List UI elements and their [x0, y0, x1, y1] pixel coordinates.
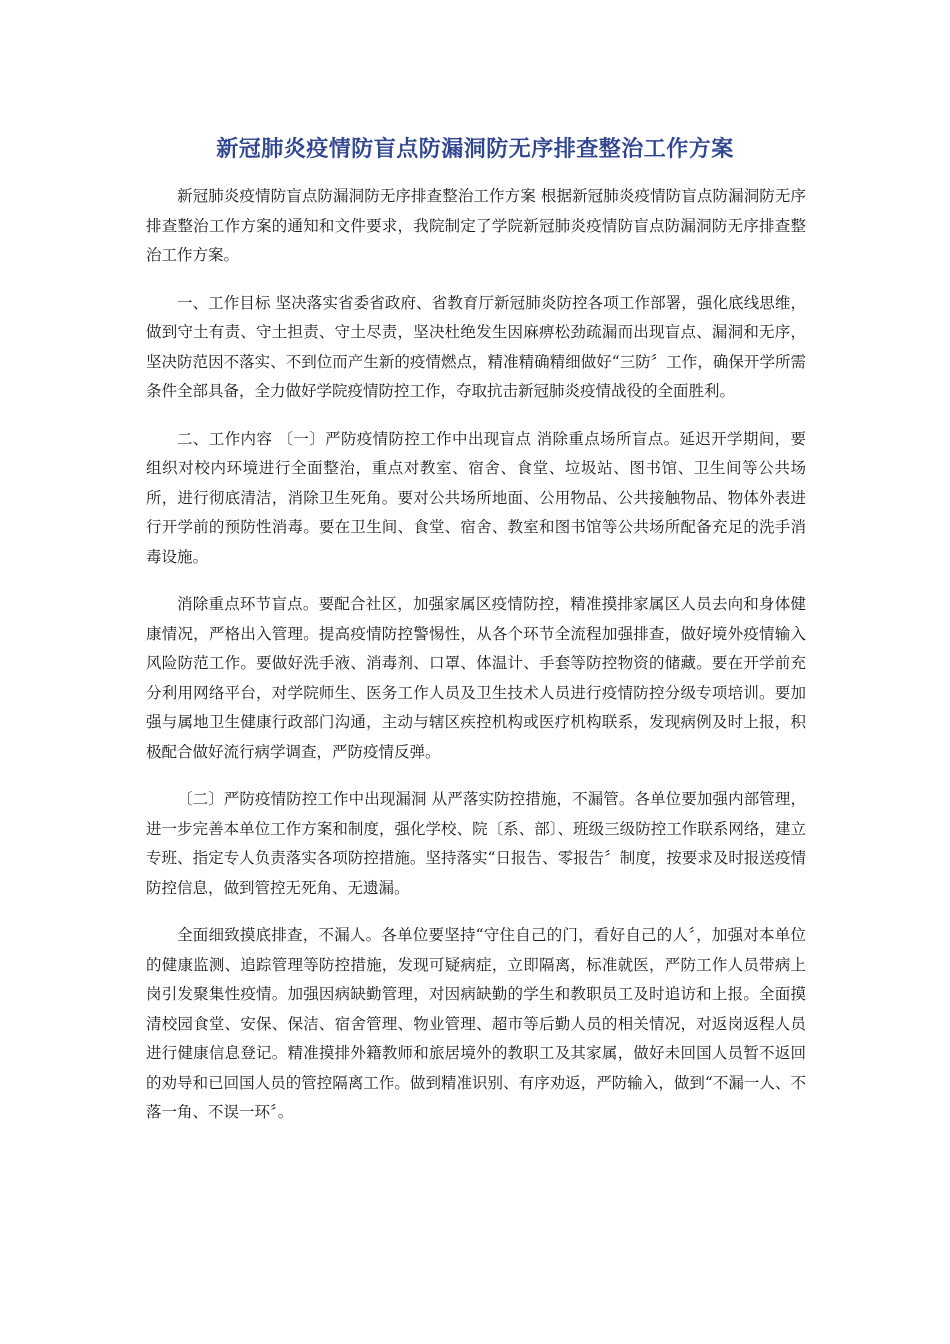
paragraph-work-content: 二、工作内容 〔一〕严防疫情防控工作中出现盲点 消除重点场所盲点。延迟开学期间，要组织对校内环境进行全面整治，重点对教室、宿舍、食堂、垃圾站、图书馆、卫生间等公共场所，进行彻底清洁，消除卫生死角。要对公共场所地面、公用物品、公共接触物品、物体外表进行开学前的预防性消毒。要在卫生间、食堂、宿舍、教室和图书馆等公共场所配备充足的洗手消毒设施。 — [146, 429, 806, 566]
document-title: 新冠肺炎疫情防盲点防漏洞防无序排查整治工作方案 — [216, 137, 734, 162]
document-body — [146, 182, 806, 1146]
paragraph-intro: 新冠肺炎疫情防盲点防漏洞防无序排查整治工作方案 根据新冠肺炎疫情防盲点防漏洞防无序排查整治工作方案的通知和文件要求，我院制定了学院新冠肺炎疫情防盲点防漏洞防无序排查整治工作方案。 — [146, 187, 806, 264]
paragraph-prevent-loopholes: 〔二〕严防疫情防控工作中出现漏洞 从严落实防控措施，不漏管。各单位要加强内部管理，进一步完善本单位工作方案和制度，强化学校、院〔系、部〕、班级三级防控工作联系网络，建立专班、指定专人负责落实各项防控措施。坚持落实“日报告、零报告〞制度，按要求及时报送疫情防控信息，做到管控无死角、无遗漏。 — [146, 790, 806, 897]
paragraph-thorough-screening: 全面细致摸底排查，不漏人。各单位要坚持“守住自己的门，看好自己的人〞，加强对本单位的健康监测、追踪管理等防控措施，发现可疑病症，立即隔离，标准就医，严防工作人员带病上岗引发聚集性疫情。加强因病缺勤管理，对因病缺勤的学生和教职员工及时追访和上报。全面摸清校园食堂、安保、保洁、宿舍管理、物业管理、超市等后勤人员的相关情况，对返岗返程人员进行健康信息登记。精准摸排外籍教师和旅居境外的教职工及其家属，做好未回国人员暂不返回的劝导和已回国人员的管控隔离工作。做到精准识别、有序劝返，严防输入，做到“不漏一人、不落一角、不误一环〞。 — [146, 926, 806, 1121]
paragraph-key-links: 消除重点环节盲点。要配合社区，加强家属区疫情防控，精准摸排家属区人员去向和身体健康情况，严格出入管理。提高疫情防控警惕性，从各个环节全流程加强排查，做好境外疫情输入风险防范工作。要做好洗手液、消毒剂、口罩、体温计、手套等防控物资的储藏。要在开学前充分利用网络平台，对学院师生、医务工作人员及卫生技术人员进行疫情防控分级专项培训。要加强与属地卫生健康行政部门沟通，主动与辖区疾控机构或医疗机构联系，发现病例及时上报，积极配合做好流行病学调查，严防疫情反弹。 — [146, 595, 806, 761]
paragraph-work-goal: 一、工作目标 坚决落实省委省政府、省教育厅新冠肺炎防控各项工作部署，强化底线思维，做到守土有责、守土担责、守土尽责，坚决杜绝发生因麻痹松劲疏漏而出现盲点、漏洞和无序，坚决防范因不落实、不到位而产生新的疫情燃点，精准精确精细做好“三防〞工作，确保开学所需条件全部具备，全力做好学院疫情防控工作，夺取抗击新冠肺炎疫情战役的全面胜利。 — [146, 293, 806, 400]
